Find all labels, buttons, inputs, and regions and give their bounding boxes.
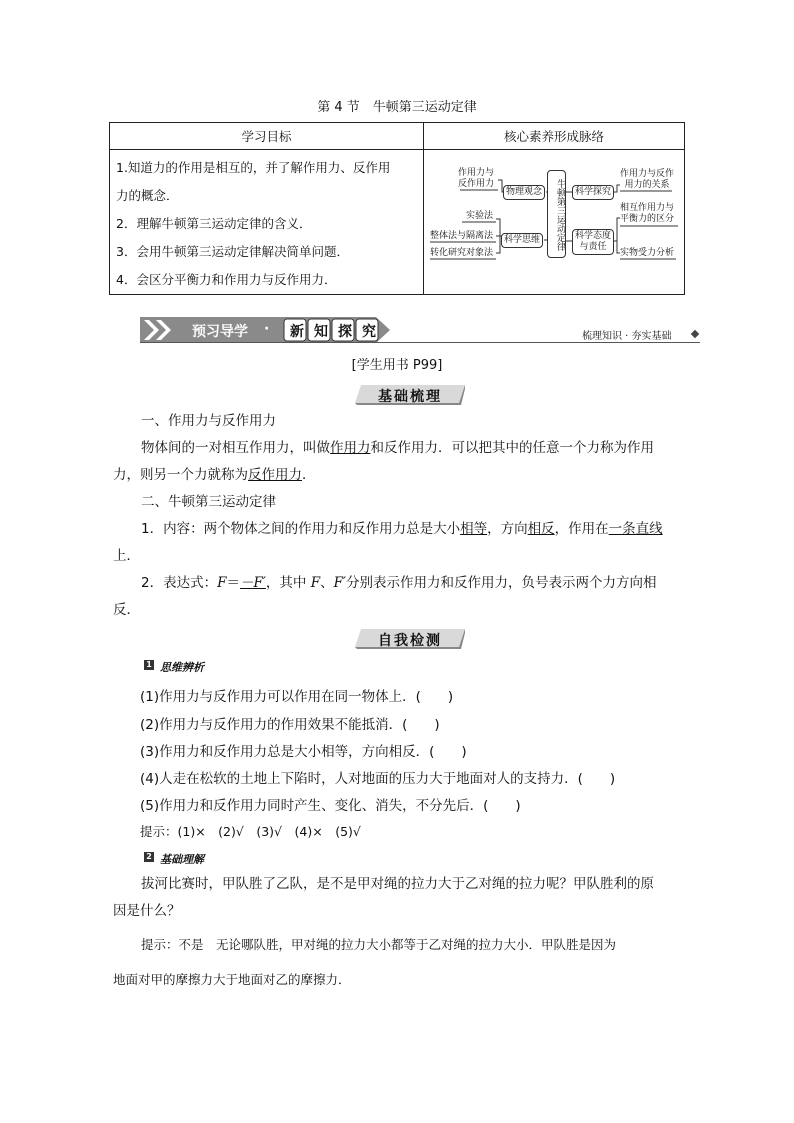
hint-tug-of-war-cont: 地面对甲的摩擦力大于地面对乙的摩擦力． (113, 972, 351, 987)
mindmap-lines (0, 0, 794, 300)
judgement-item: (4)人走在松软的土地上下陷时，人对地面的压力大于地面对人的支持力．( ) (140, 771, 616, 787)
banner-char: 究 (362, 324, 376, 340)
heading-action-reaction: 一、作用力与反作用力 (141, 413, 276, 429)
goal-line: 力的概念． (116, 188, 179, 203)
mindmap-center-newton-third-law: 牛顿第三运动定律 (547, 170, 566, 258)
paragraph-expression: 2．表达式：F＝－F′，其中 F、F′分别表示作用力和反作用力，负号表示两个力方向相 (141, 575, 657, 591)
blank-answer: －F′ (239, 575, 266, 591)
banner-char: 知 (314, 324, 328, 340)
goal-line: 4．会区分平衡力和作用力与反作用力． (116, 272, 337, 287)
hint-tug-of-war: 提示：不是 无论哪队胜，甲对绳的拉力大小都等于乙对绳的拉力大小．甲队胜是因为 (141, 937, 617, 952)
question-tug-of-war-cont: 因是什么？ (113, 903, 181, 919)
paragraph-definition-cont: 力，则另一个力就称为反作用力． (113, 467, 316, 483)
diamond-icon (691, 330, 699, 338)
blank-answer: 反作用力 (248, 467, 302, 483)
blank-answer: 一条直线 (608, 521, 663, 537)
mindmap-item-force-analysis: 实物受力分析 (620, 248, 675, 258)
section-header-text: 基础梳理 (378, 389, 442, 405)
banner-char: 新 (290, 324, 304, 340)
blank-answer: 相等 (460, 521, 488, 537)
banner-rule (140, 342, 700, 343)
goal-line: 1.知道力的作用是相互的，并了解作用力、反作用 (116, 160, 391, 175)
banner-left-label: 预习导学 (192, 324, 248, 340)
col-header-literacy: 核心素养形成脉络 (424, 123, 685, 150)
goal-line: 2．理解牛顿第三运动定律的含义． (116, 216, 312, 231)
mindmap-item-distinction: 相互作用力与 平衡力的区分 (620, 203, 675, 224)
student-book-ref: [学生用书 P99] (351, 358, 443, 373)
banner-char: 探 (338, 324, 352, 340)
judgement-item: (5)作用力和反作用力同时产生、变化、消失，不分先后．( ) (140, 798, 521, 814)
mindmap-box-attitude: 科学态度 与责任 (572, 229, 614, 255)
banner-right-label: 梳理知识 · 夯实基础 (582, 331, 672, 342)
blank-answer: 相反 (527, 521, 555, 537)
mindmap-item-action-reaction: 作用力与 反作用力 (458, 168, 495, 189)
judgement-item: (3)作用力和反作用力总是大小相等，方向相反．( ) (140, 744, 467, 760)
blank-answer: 作用力 (330, 440, 371, 456)
col-header-goals: 学习目标 (110, 123, 424, 150)
mindmap-item-transfer-object: 转化研究对象法 (430, 248, 494, 258)
tag-label: 基础理解 (160, 853, 204, 866)
mindmap-item-relation: 作用力与反作 用力的关系 (620, 169, 675, 190)
judgement-item: (1)作用力与反作用力可以作用在同一物体上．( ) (140, 689, 454, 705)
tag-label: 思维辨析 (160, 661, 204, 674)
section-header-text: 自我检测 (378, 633, 442, 649)
paragraph-definition: 物体间的一对相互作用力，叫做作用力和反作用力．可以把其中的任意一个力称为作用 (141, 440, 654, 456)
heading-third-law: 二、牛顿第三运动定律 (141, 494, 276, 510)
section-header-basics (355, 383, 465, 405)
mindmap-box-scientific-thinking: 科学思维 (501, 233, 543, 248)
tag-number-icon: 1 (144, 660, 154, 670)
mindmap-box-scientific-inquiry: 科学探究 (572, 185, 614, 200)
paragraph-content-cont: 上． (113, 548, 140, 564)
lesson-title: 第 4 节 牛顿第三运动定律 (317, 100, 477, 115)
goal-line: 3．会用牛顿第三运动定律解决简单问题． (116, 244, 349, 259)
paragraph-expression-cont: 反． (113, 602, 140, 618)
mindmap-box-physics-concept: 物理观念 (503, 185, 545, 200)
paragraph-content: 1．内容：两个物体之间的作用力和反作用力总是大小相等，方向相反，作用在一条直线 (141, 521, 663, 537)
hint-answers: 提示：(1)× (2)√ (3)√ (4)× (5)√ (140, 824, 361, 839)
banner-dot: · (264, 321, 270, 337)
mindmap-item-experiment: 实验法 (466, 211, 494, 221)
question-tug-of-war: 拔河比赛时，甲队胜了乙队，是不是甲对绳的拉力大于乙对绳的拉力呢？甲队胜利的原 (141, 876, 654, 892)
tag-number-icon: 2 (144, 852, 154, 862)
mindmap-item-isolation: 整体法与隔离法 (430, 231, 494, 241)
judgement-item: (2)作用力与反作用力的作用效果不能抵消．( ) (140, 717, 440, 733)
section-header-selfcheck (355, 627, 465, 649)
